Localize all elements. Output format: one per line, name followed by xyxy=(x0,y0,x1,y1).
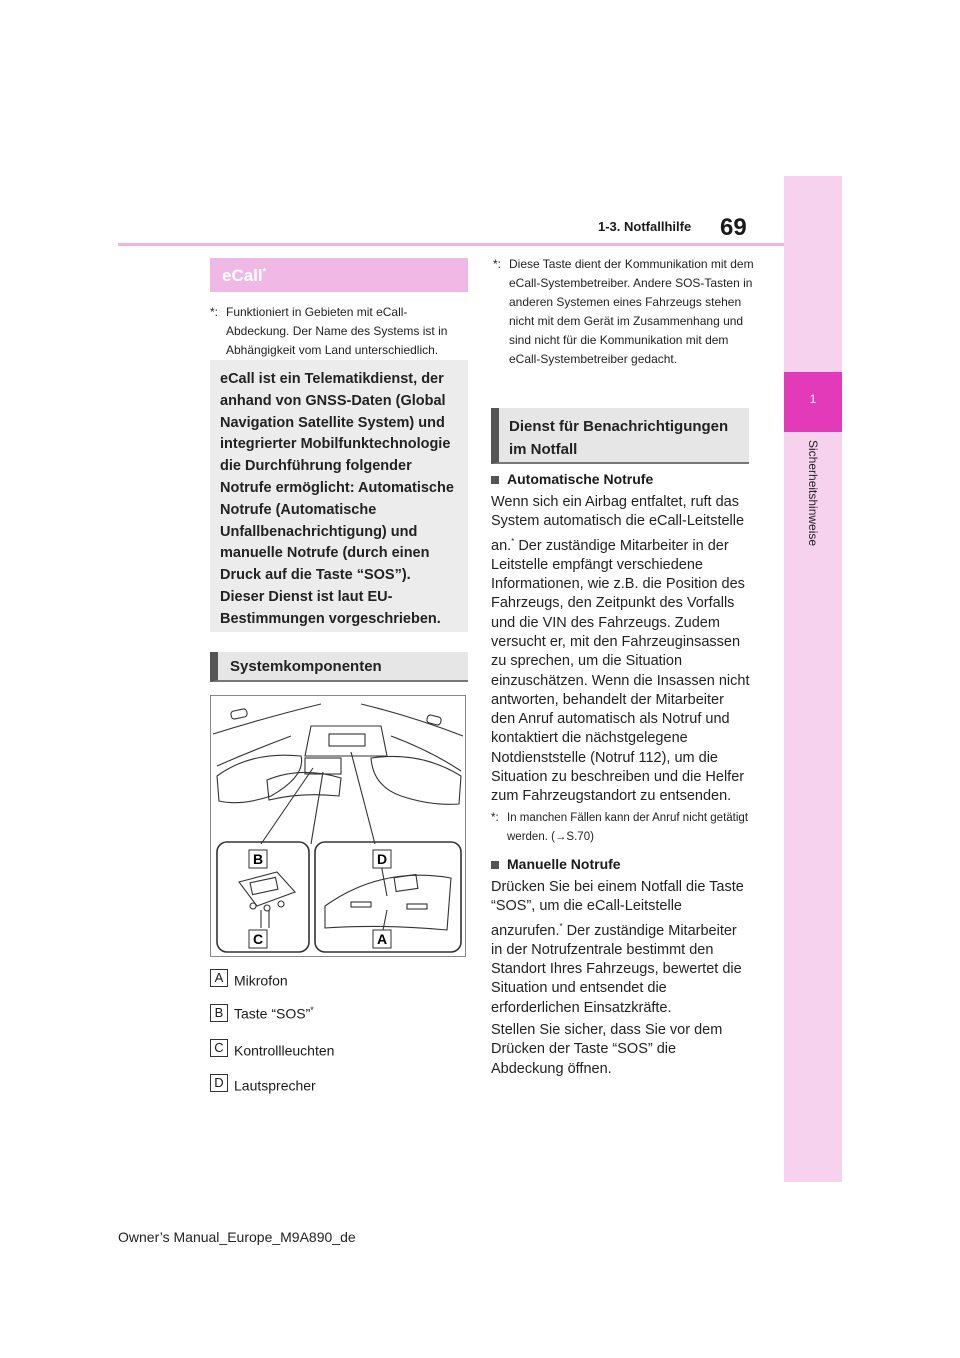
chapter-number: 1 xyxy=(809,392,817,406)
notify-heading: Dienst für Benachrichtigungen im Notfall xyxy=(491,408,749,464)
chapter-side-tab xyxy=(784,176,842,1182)
figure-label-a: A xyxy=(376,931,388,947)
section-title: 1-3. Notfallhilfe xyxy=(598,219,692,234)
page-number: 69 xyxy=(720,214,747,241)
ecall-footnote: *: Funktioniert in Gebieten mit eCall-Abdeckung. Der Name des Systems ist in Abhängigkeit vom Land unterschiedlich. xyxy=(210,305,448,357)
figure-label-d: D xyxy=(376,851,388,867)
components-heading: Systemkomponenten xyxy=(210,652,468,682)
figure-label-c: C xyxy=(252,931,264,947)
auto-call-footnote: *: In manchen Fällen kann der Anruf nicht getätigt werden. (→S.70) xyxy=(491,812,749,843)
manual-call-text: Drücken Sie bei einem Notfall die Taste “SOS”, um die eCall-Leitstelle anzurufen.* Der zuständige Mitarbeiter in der Notrufzentrale bestimmt den Standort Ihres Fahrzeugs, bewertet die Situation und entsendet die erforderlichen Einsatzkräfte. xyxy=(491,879,744,1016)
ecall-heading: eCall* xyxy=(210,258,468,292)
sos-footnote: *: Diese Taste dient der Kommunikation mit dem eCall-Systembetreiber. Andere SOS-Tasten in anderen Systemen eines Fahrzeugs stehen nicht mit dem Gerät im Zusammenhang und sind nicht für die Kommunikation mit dem eCall-Systembetreiber gedacht. xyxy=(493,257,754,366)
figure-label-b: B xyxy=(252,851,264,867)
manual-call-note: Stellen Sie sicher, dass Sie vor dem Drücken der Taste “SOS” die Abdeckung öffnen. xyxy=(491,1022,723,1077)
manual-call-title: Manuelle Notrufe xyxy=(491,856,621,872)
auto-call-text: Wenn sich ein Airbag entfaltet, ruft das System automatisch die eCall-Leitstelle an.* Der zuständige Mitarbeiter in der Leitstelle empfängt verschiedene Informationen, wie z.B. die Position des Fahrzeugs, den Zeitpunkt des Vorfalls und die VIN des Fahrzeugs. Zudem versucht er, mit den Fahrzeuginsassen zu sprechen, um die Situation einzuschätzen. Wenn die Insassen nicht antworten, behandelt der Mitarbeiter den Anruf automatisch als Notruf und kontaktiert die nächstgelegene Notdienststelle (Notruf 112), um die Situation zu beschreiben und die Helfer zum Fahrzeugstandort zu entsenden. xyxy=(491,494,750,805)
components-figure xyxy=(210,695,466,957)
footer-text: Owner’s Manual_Europe_M9A890_de xyxy=(118,1229,356,1245)
chapter-label: Sicherheitshinweise xyxy=(806,440,820,547)
intro-box: eCall ist ein Telematikdienst, der anhand von GNSS-Daten (Global Navigation Satellite System) und integrierter Mobilfunktechnologie die Durchführung folgender Notrufe ermöglicht: Automatische Notrufe (Automatische Unfallbenachrichtigung) und manuelle Notrufe (durch einen Druck auf die Taste “SOS”). Dieser Dienst ist laut EU-Bestimmungen vorgeschrieben. xyxy=(210,360,468,632)
auto-call-title: Automatische Notrufe xyxy=(491,471,653,487)
header-rule xyxy=(118,243,784,246)
car-interior-illustration xyxy=(211,696,465,956)
